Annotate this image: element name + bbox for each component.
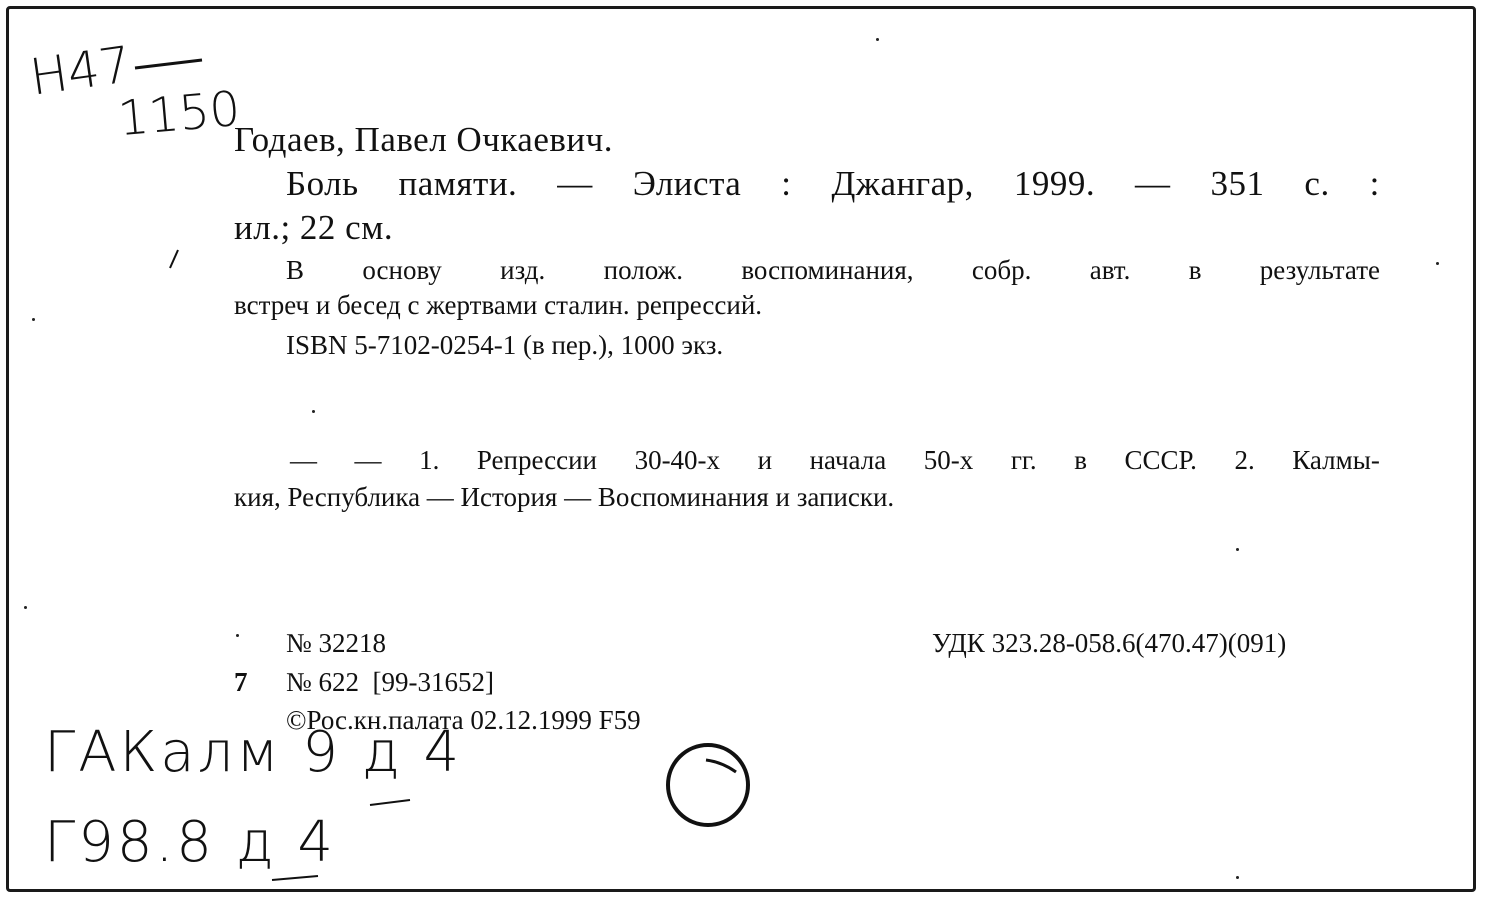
handwritten-archive-line1: ГАКалм 9 д 4 <box>44 720 463 785</box>
note-word: основу <box>362 255 442 285</box>
subjects-word: Калмы- <box>1292 445 1380 475</box>
title-word: с. <box>1304 164 1330 203</box>
subjects-word: начала <box>809 445 887 475</box>
title-word: Боль <box>286 164 359 203</box>
title-word: — <box>1135 164 1171 203</box>
scan-speck <box>1236 548 1239 551</box>
scan-speck <box>24 606 27 609</box>
note-word: воспоминания, <box>741 255 914 285</box>
scan-speck <box>32 318 35 321</box>
isbn-line: ISBN 5-7102-0254-1 (в пер.), 1000 экз. <box>286 330 724 360</box>
note-line <box>286 255 1380 286</box>
record-number: № 32218 <box>286 628 387 658</box>
handwritten-archive-line2: Г98.8 д 4 <box>44 810 337 875</box>
note-word: полож. <box>603 255 683 285</box>
note-word: в <box>1188 255 1202 285</box>
title-word: : <box>781 164 792 203</box>
note-word: изд. <box>500 255 546 285</box>
title-word: — <box>557 164 593 203</box>
title-word: : <box>1369 164 1380 203</box>
subjects-word: СССР. <box>1124 445 1197 475</box>
scan-speck <box>1436 262 1439 265</box>
note-line-continued: встреч и бесед с жертвами сталин. репрессий. <box>234 290 763 320</box>
scan-speck <box>876 38 879 41</box>
note-word: результате <box>1259 255 1380 285</box>
subjects-line-continued: кия, Республика — История — Воспоминания и записки. <box>234 482 895 512</box>
title-word: 351 <box>1210 164 1265 203</box>
note-word: собр. <box>971 255 1032 285</box>
subjects-line <box>290 445 1380 476</box>
title-word: Элиста <box>632 164 742 203</box>
title-word: 1999. <box>1013 164 1096 203</box>
scan-speck <box>1236 876 1239 879</box>
copyright-line: ©Рос.кн.палата 02.12.1999 F59 <box>286 705 641 735</box>
title-line-continued: ил.; 22 см. <box>234 208 394 247</box>
scan-speck <box>312 410 315 413</box>
second-number-prefix: 7 <box>234 667 248 697</box>
subjects-word: и <box>757 445 773 475</box>
subjects-word: в <box>1074 445 1087 475</box>
title-line <box>286 164 1380 204</box>
subjects-word: — <box>354 445 382 475</box>
title-word: Джангар, <box>831 164 974 203</box>
subjects-word: 2. <box>1234 445 1255 475</box>
handwritten-fraction: 1150 <box>115 80 243 148</box>
title-word: памяти. <box>398 164 518 203</box>
subjects-word: 30-40-х <box>634 445 721 475</box>
handwritten-code: Н47 <box>26 35 135 107</box>
note-word: авт. <box>1089 255 1131 285</box>
author-heading: Годаев, Павел Очкаевич. <box>234 120 613 159</box>
subjects-word: 1. <box>419 445 440 475</box>
second-number: № 622 [99-31652] <box>286 667 494 697</box>
subjects-word: гг. <box>1010 445 1037 475</box>
udk-code: УДК 323.28-058.6(470.47)(091) <box>932 628 1287 658</box>
subjects-word: — <box>290 445 317 475</box>
subjects-word: Репрессии <box>476 445 598 475</box>
subjects-word: 50-х <box>923 445 974 475</box>
scan-speck <box>236 634 239 637</box>
note-word: В <box>286 255 305 285</box>
